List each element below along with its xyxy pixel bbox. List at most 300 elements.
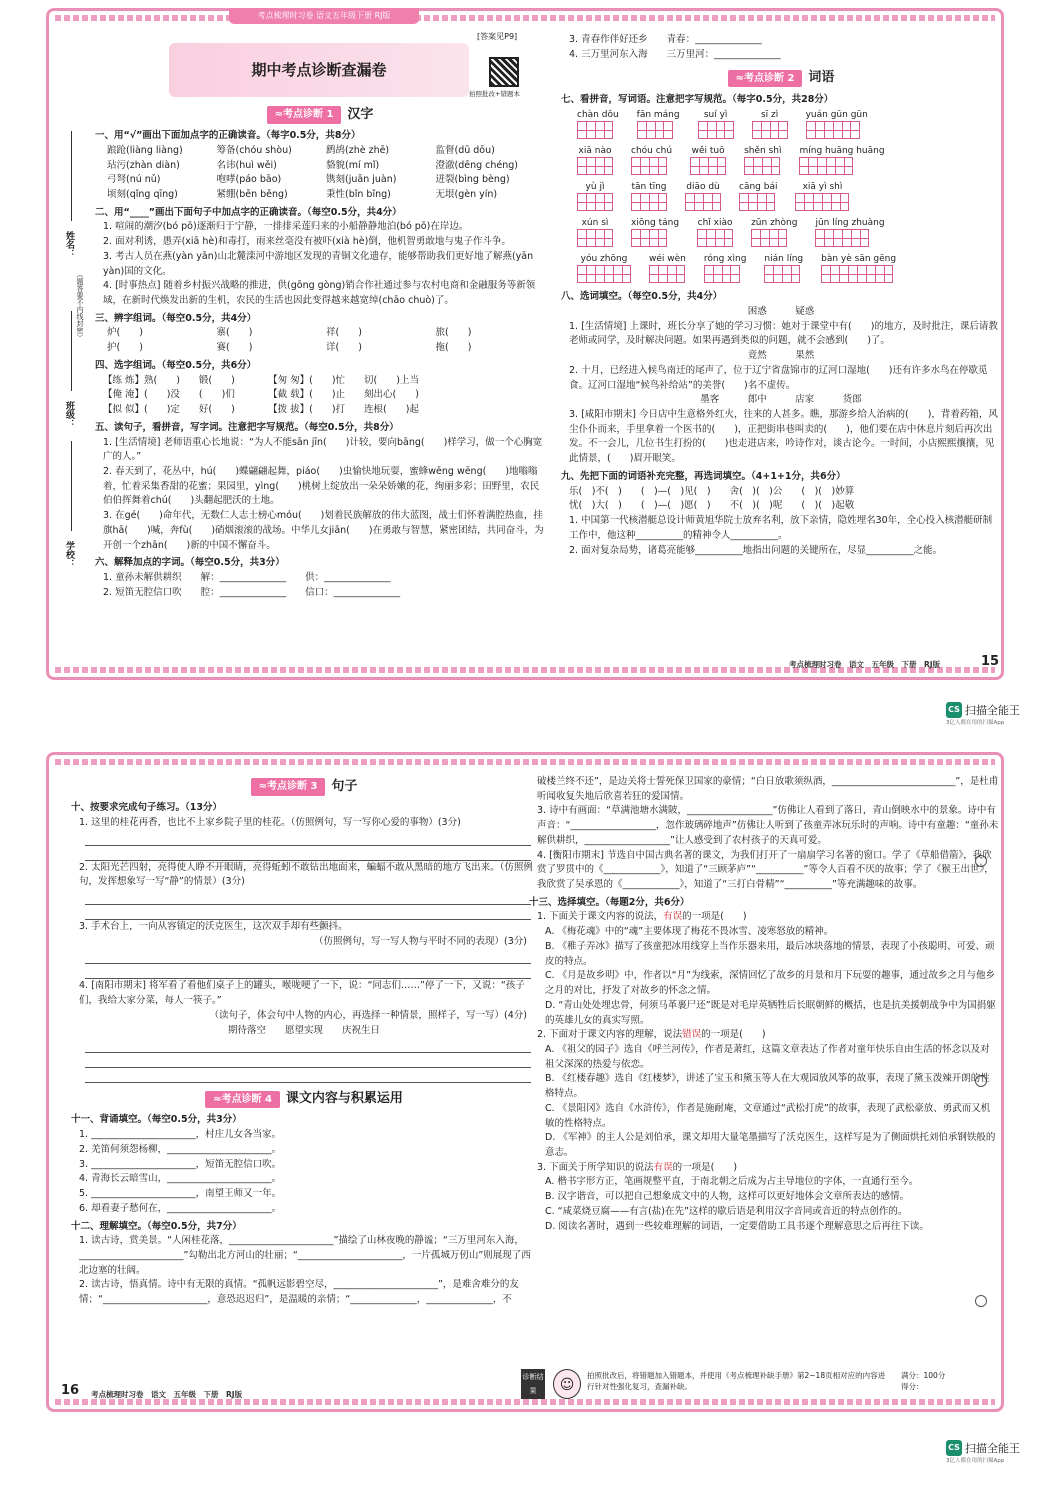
char-box[interactable] [631,157,649,175]
camscanner-logo-icon-2: CS [946,1440,962,1456]
pinyin-cell [751,217,797,247]
diag1-title: 汉字 [347,107,374,122]
q1-option[interactable]: 秉性(bǐn bǐng) [326,189,391,201]
pinyin-cell [577,217,613,247]
q9-row-2[interactable]: 忧( )大( ) ( )—( )愿( ) 不( )( )呢 ( )( )起敬 [569,500,855,512]
pinyin-text: wéi wèn [649,254,686,265]
top-banner: 考点梳理时习卷 语文五年级下册 RJ版 [229,8,419,24]
q13-stem-b: 的一项是( ) [701,1029,766,1041]
q10-heading: 十、按要求完成句子练习。（13分） [71,802,222,814]
q2-item[interactable]: 3. 考古人员在燕(yàn yān)山北麓滦河中游地区发现的青铜文化遗存，能够帮助我们更好地了解燕(yān yàn)国的文化。 [103,250,534,277]
char-box[interactable] [698,121,716,139]
q8-item-3[interactable]: 3. [咸阳市期末] 今日店中生意格外红火，往来的人甚多。瞧，那游乡给人治病的( )，背着药箱，风尘仆仆而来，手里拿着一个医书的( )，正把街串巷叫卖的( )，他们要在店中休息片刻后再次出发。不一会儿，几位书生打扮的( )也走进店来，吟诗作对，谈古论今。一时间，小店熙熙攘攘，见此情景，( )眉开眼笑。 [569,409,998,465]
q3-cell[interactable]: 拖( ) [435,342,472,354]
q13-option[interactable]: A. 楷书字形方正，笔画规整平直，于南北朝之后成为占主导地位的字体，一直通行至今。 [545,1176,919,1188]
char-box[interactable] [824,121,842,139]
pinyin-cell [577,109,619,139]
diagnosis-tag: 诊断结果 [521,1369,545,1399]
q9-heading: 九、先把下面的词语补充完整，再选词填空。（4+1+1分，共6分） [561,470,846,482]
char-box[interactable] [757,193,775,211]
q1-option[interactable]: 紧绷(bēn běng) [216,189,288,201]
q8-words-2: 竟然 果然 [747,350,815,362]
q10-item: 4. [南阳市期末] 将军看了看他们桌子上的罐头，喉咙哽了一下，说：“同志们……”停了一下，又说：“孩子们，我给大家分菜，每人一筷子。” [79,980,525,1007]
pinyin-text: sī zì [760,110,779,121]
pinyin-text: xiā yì shì [802,182,843,193]
pinyin-cell [631,145,672,175]
camscanner-sub: 3亿人都在用的扫描App [946,720,1005,726]
q9-item-2[interactable]: 2. 面对复杂局势，诸葛亮能够__________地指出问题的关键所在，尽显__________之能。 [569,544,943,556]
q13-option[interactable]: B. 《红楼春趣》选自《红楼梦》，讲述了宝玉和黛玉等人在大观园放风筝的故事，表现了黛玉泼辣开朗的性格特点。 [545,1073,990,1100]
diagnosis-result-bar [521,1367,999,1403]
pinyin-cell [815,217,884,247]
char-box[interactable] [595,265,613,283]
char-box[interactable] [595,229,613,247]
diag3-badge: ≈考点诊断 3 [251,778,326,796]
q13-heading: 十三、选择填空。（每题2分，共6分） [529,896,690,908]
char-box[interactable] [649,193,667,211]
char-box[interactable] [716,121,734,139]
pinyin-cell [698,109,734,139]
char-box[interactable] [577,157,595,175]
tianzige-boxes[interactable] [577,121,619,139]
q9-row-1[interactable]: 乐( )不( ) ( )—( )见( ) 舍( )( )公 ( )( )妙算 [569,485,855,497]
page-number-15: 15 [981,654,1000,669]
top-wave-border-2 [55,759,995,765]
title-box [169,43,469,97]
q10-item: 2. 太阳光芒四射，亮得使人睁不开眼睛，亮得蚯蚓不敢钻出地面来，蝙蝠不敢从黑暗的地方飞出来。（仿照例句，发挥想象写一写“静”的情景）(3分) [79,861,533,888]
pinyin-text: yù jì [585,182,605,193]
q13-stem [529,910,999,925]
char-box[interactable] [831,193,849,211]
seal-note: （题答要不内线封密） [76,271,84,341]
char-box[interactable] [821,265,839,283]
diagnosis-text: 拍照批改后，将错题加入错题本，并使用《考点梳理补缺手册》第2~18页相对应的内容进行针对性强化复习，查漏补缺。 [587,1371,886,1392]
q3-grid [95,326,545,355]
pinyin-cell [637,109,680,139]
char-box[interactable] [577,229,595,247]
char-box[interactable] [704,265,722,283]
q3-cell[interactable]: 祥( ) [326,327,362,339]
tianzige-boxes[interactable] [577,157,613,175]
q3-cell[interactable]: 炉( ) [107,327,143,339]
q11-item[interactable]: 3. ______________________，短笛无腔信口吹。 [79,1158,282,1170]
char-box[interactable] [851,229,869,247]
pinyin-text: xún sì [581,218,609,229]
q6-row[interactable]: 2. 短笛无腔信口吹 腔：______________ 信口：______________ [103,586,401,598]
tianzige-boxes[interactable] [698,121,734,139]
score-field[interactable]: 得分： [901,1382,924,1392]
camscanner-watermark-1 [946,702,1020,726]
q13-stem-emphasis: 有误 [653,1161,673,1173]
char-box[interactable] [595,121,613,139]
tianzige-boxes[interactable] [752,121,788,139]
name-line[interactable] [71,131,72,221]
q13-stem-b: 的一项是( ) [682,911,747,923]
char-box[interactable] [770,121,788,139]
char-box[interactable] [806,121,824,139]
pinyin-cell [764,253,803,283]
pinyin-cell [739,181,777,211]
q5-item[interactable]: 1. [生活情境] 老师语重心长地说：“为人不能sān jīn( )计较，要向bāng( )样学习，做一个心胸宽广的人。” [103,436,543,463]
q5-list [95,436,545,554]
tianzige-boxes[interactable] [637,121,680,139]
char-box[interactable] [799,157,817,175]
char-box[interactable] [577,265,595,283]
tianzige-boxes[interactable] [764,265,803,283]
char-box[interactable] [631,193,649,211]
answer-line[interactable] [85,846,531,861]
page2-left-column [71,771,537,1308]
char-box[interactable] [751,229,769,247]
page2-right-column [529,775,999,1234]
q11-item[interactable]: 1. ______________________，村庄儿女各当家。 [79,1129,282,1141]
q2-item[interactable]: 1. 喧闹的潮汐(bó pō)逐渐归于宁静，一排排采莲归来的小船静静地泊(bó pō)在岸边。 [103,221,469,233]
q13-list [529,910,999,1234]
page1-right-column [561,33,1001,558]
q8-item-1[interactable]: 1. [生活情境] 上课时，班长分享了她的学习习惯：她对于课堂中有( )的地方，及时批注，课后请教老师或同学，及时解决问题。如果再遇到类似的问题，就不会感到( )了。 [569,320,998,347]
pinyin-text: yuán gūn gūn [805,110,868,121]
char-box[interactable] [744,157,762,175]
q5-item[interactable]: 2. 春天到了，花丛中，hú( )蝶翩翩起舞，piáo( )虫愉快地玩耍，蜜蜂wēng wēng( )地嗡嗡着，忙着采集香甜的花蜜；果园里，yìng( )桃树上绽放出一朵朵娇嫩的花，绚丽多彩；田野里，农民伯伯挥舞着chú( )头翻起肥沃的土地。 [103,465,540,507]
pinyin-text: nián líng [764,254,804,265]
tianzige-boxes[interactable] [739,193,777,211]
q12-item-1[interactable]: 1. 读古诗，赏美景。“人闲桂花落，______________________”描绘了山林夜晚的静谧；“三万里河东入海，______________________”勾勒出北方河山的壮丽；“______________________，一片孤城万仞山”则展现了西北边塞的壮阔。 [79,1235,531,1276]
q10-list [71,816,537,1083]
q13-option[interactable]: B. 汉字谐音，可以把自己想象成文中的人物，这样可以更好地体会文章所表达的感情。 [545,1191,910,1203]
pinyin-cell [697,217,733,247]
page2-footer: 考点梳理时习卷 语文 五年级 下册 RJ版 [91,1390,243,1399]
q4-row[interactable]: 【练 炼】熟( ) 锻( ) 【匆 匆】( )忙 切( )上当 [103,374,419,386]
q8-heading: 八、选词填空。（每空0.5分，共4分） [561,291,723,303]
diag4-badge: ≈考点诊断 4 [205,1091,280,1109]
school-line[interactable] [71,441,72,531]
q13-option[interactable]: C. 《景阳冈》选自《水浒传》，作者是施耐庵，文章通过“武松打虎”的故事，表现了武松豪放、勇武而又机敏的性格特点。 [545,1102,991,1129]
pinyin-text: róng xìng [703,254,747,265]
q8-words-1: 困惑 疑惑 [747,306,815,318]
char-box[interactable] [769,229,787,247]
pinyin-cell [690,145,726,175]
q1-option[interactable]: 澄澈(dēng chéng) [435,159,518,171]
page-number-16: 16 [61,1383,80,1398]
pinyin-text: wěi tuō [691,146,725,157]
pinyin-cell [799,145,884,175]
page1-footer: 考点梳理时习卷 语文 五年级 下册 RJ版 [789,660,941,669]
q1-option[interactable]: 踉跄(liàng liàng) [107,144,183,156]
tianzige-boxes[interactable] [577,193,613,211]
pinyin-text: chàn dǒu [577,110,619,121]
pinyin-row [561,251,1001,287]
q3-cell[interactable]: 详( ) [326,342,362,354]
diag3-header [71,777,537,797]
diag2-header [561,68,1001,88]
char-box[interactable] [595,157,613,175]
pinyin-text: xiōng táng [631,218,680,229]
q12-heading: 十二、理解填空。（每空0.5分，共7分） [71,1220,242,1232]
tianzige-boxes[interactable] [744,157,781,175]
exam-page-1 [46,8,1004,680]
pinyin-row [561,107,1001,143]
char-box[interactable] [649,265,667,283]
pinyin-cell [685,181,721,211]
tianzige-boxes[interactable] [649,265,686,283]
diag4-header [71,1089,537,1109]
char-box[interactable] [708,157,726,175]
q1-grid [95,144,545,203]
pinyin-text: bàn yè sān gēng [821,254,897,265]
q12-item-3[interactable]: 3. 诗中有画面：“草满池塘水满陂，__________________”仿佛让人看到了落日，青山倒映水中的景象。诗中有声音：“__________________，忽作玻璃碎地声”仿佛让人听到了孩童弄冰玩乐时的声响。诗中有童趣：“童孙未解供耕织，__________________”让人感受到了农村孩子的天真可爱。 [537,805,999,846]
tianzige-boxes[interactable] [631,229,679,247]
q10-words: 期待落空 愿望实现 庆祝生日 [227,1024,380,1036]
top-wave-border [55,15,995,21]
tianzige-boxes[interactable] [631,193,667,211]
char-box[interactable] [752,121,770,139]
char-box[interactable] [762,157,780,175]
answer-line[interactable] [85,1053,531,1068]
char-box[interactable] [667,265,685,283]
q13-option[interactable]: A. 《梅花魂》中的“魂”主要体现了梅花不畏冰雪、凌寒怒放的精神。 [545,926,834,938]
q3-cell[interactable]: 护( ) [107,342,143,354]
class-line[interactable] [71,311,72,391]
pinyin-cell [704,253,747,283]
class-label: 班级： [64,401,74,428]
tianzige-boxes[interactable] [821,265,896,283]
q1-option[interactable]: 迸裂(bìng bèng) [435,174,510,186]
qr-caption: 拍照批改+错题本 [469,90,520,98]
q3-cell[interactable]: 赛( ) [216,342,253,354]
diag1-badge: ≈考点诊断 1 [267,106,342,124]
name-label: 姓名： [64,231,74,258]
char-box[interactable] [690,157,708,175]
tianzige-boxes[interactable] [690,157,726,175]
char-box[interactable] [795,193,813,211]
q12-continuation[interactable]: 破楼兰终不还”，是边关将士誓死保卫国家的豪情；“白日放歌须纵酒，__________________________”，是杜甫听闻收复失地后欣喜若狂的爱国情。 [537,776,999,802]
pinyin-text: jūn líng zhuàng [815,218,885,229]
q8-words-3: 墨客 郎中 店家 货郎 [700,394,862,406]
q13-option[interactable]: D. 《军神》的主人公是刘伯承，课文却用大量笔墨描写了沃克医生，这样写是为了侧面烘托刘伯承钢铁般的意志。 [545,1132,996,1158]
camscanner-logo-icon: CS [946,702,962,718]
q3-cell[interactable]: 旅( ) [435,327,472,339]
answer-line[interactable] [85,890,531,905]
q13-option[interactable]: D. 阅读名著时，遇到一些较难理解的词语，一定要借助工具书逐个理解意思之后再往下读。 [545,1220,929,1232]
pinyin-text: chǐ xiào [697,218,733,229]
q1-option[interactable]: 貉貌(mí mǐ) [326,159,380,171]
student-info-sidebar [53,121,87,641]
tianzige-boxes[interactable] [631,157,672,175]
pinyin-text: zūn zhòng [751,218,798,229]
q13-stem-emphasis: 有误 [663,911,683,923]
q9-item-1[interactable]: 1. 中国第一代核潜艇总设计师黄旭华院士放弃名利，放下亲情，隐姓埋名30年，全心投入核潜艇研制工作中，他这种__________的精神令人__________。 [569,515,993,541]
q6-list [95,571,545,600]
q10-note: （读句子，体会句中人物的内心，再选择一种情景，照样子，写一写）(4分) [209,1009,527,1021]
pinyin-row [561,143,1001,179]
char-box[interactable] [703,193,721,211]
tianzige-boxes[interactable] [697,229,733,247]
q10-note: （仿照例句，写一写人物与平时不同的表现）(3分) [314,935,527,947]
q4-row[interactable]: 【拟 似】( )定 好( ) 【拨 拔】( )打 连根( )起 [103,404,419,416]
diag3-title: 句子 [331,779,358,794]
q1-option[interactable]: 镌刻(juān juàn) [326,174,397,186]
q13-option[interactable]: A. 《祖父的园子》选自《呼兰河传》，作者是萧红，这篇文章表达了作者对童年快乐自由生活的怀念以及对祖父深深的热爱与依恋。 [545,1043,990,1070]
tianzige-boxes[interactable] [806,121,868,139]
q2-item[interactable]: 4. [时事热点] 随着乡村振兴战略的推进，供(gōng gòng)销合作社通过参与农村电商和金融服务等新领域，在新时代焕发出新的生机，农民的生活也因此变得越来越宽绰(chāo chuò)了。 [103,280,536,307]
tianzige-boxes[interactable] [815,229,884,247]
q5-heading: 五、读句子，看拼音，写字词。注意把字写规范。（每空0.5分，共8分） [95,421,399,433]
score-box [901,1370,945,1393]
char-box[interactable] [637,121,655,139]
char-box[interactable] [833,229,851,247]
char-box[interactable] [875,265,893,283]
q2-list [95,220,545,308]
pinyin-text: chóu chú [631,146,673,157]
pinyin-text: diāo dù [686,182,720,193]
pinyin-text: xiā nào [578,146,612,157]
q11-list [71,1128,537,1216]
pinyin-cell [577,145,613,175]
q6-row[interactable]: 1. 童孙未解供耕织 解：______________ 供：______________ [103,571,391,583]
char-box[interactable] [817,157,835,175]
pinyin-cell [631,181,667,211]
q13-option[interactable]: C. 《月是故乡明》中，作者以“月”为线索，深情回忆了故乡的月景和月下玩耍的趣事，通过故乡之月与他乡之月的对比，抒发了对故乡的怀念之情。 [545,970,996,997]
pinyin-row [561,215,1001,251]
q13-stem-b: 的一项是( ) [672,1161,738,1173]
q13-option[interactable]: C. “咸菜烧豆腐——有言(盐)在先”这样的歇后语是利用汉字音同或音近的特点创作的。 [545,1205,908,1217]
camscanner-watermark-2 [946,1440,1020,1464]
tianzige-boxes[interactable] [704,265,747,283]
pinyin-text: míng huāng huāng [799,146,885,157]
q11-item[interactable]: 6. 却看妻子愁何在，______________________。 [79,1202,282,1214]
tianzige-boxes[interactable] [799,157,884,175]
q3-cell[interactable]: 寨( ) [216,327,253,339]
pinyin-text: cāng bái [739,182,778,193]
camscanner-sub-2: 3亿人都在用的扫描App [946,1458,1005,1464]
q2-heading: 二、用“____”画出下面句子中加点字的正确读音。（每空0.5分，共4分） [95,206,402,218]
answer-line[interactable] [85,831,531,846]
q4-heading: 四、选字组词。（每空0.5分，共6分） [95,359,257,371]
char-box[interactable] [764,265,782,283]
q1-heading: 一、用“√”画出下面加点字的正确读音。（每字0.5分，共8分） [95,130,361,142]
q13-stem [529,1028,999,1043]
poem-q3[interactable]: 3. 青春作伴好还乡 青春：______________ [569,34,762,45]
q1-option[interactable]: 监督(dū dōu) [435,144,495,156]
pinyin-cell [744,145,781,175]
answer-line[interactable] [85,905,531,920]
char-box[interactable] [842,121,860,139]
char-box[interactable] [649,157,667,175]
q13-option[interactable]: D. “青山处处埋忠骨，何须马革裹尸还”既是对毛岸英牺牲后长眠朝鲜的概括，也是抗美援朝战争中为国捐躯的英雄儿女的真实写照。 [545,999,996,1026]
q11-item[interactable]: 5. ______________________，南望王师又一年。 [79,1188,282,1200]
char-box[interactable] [857,265,875,283]
answer-ref: [答案见P9] [477,32,518,41]
answer-line[interactable] [85,949,531,964]
q4-row[interactable]: 【俺 淹】( )没 ( )们 【截 载】( )止 刻出心( ) [103,389,419,401]
q1-option[interactable]: 无垠(gèn yín) [435,189,498,201]
q13-stem-emphasis: 错误 [682,1029,702,1041]
char-box[interactable] [613,265,631,283]
camscanner-brand-2: 扫描全能王 [965,1442,1020,1455]
exam-page-2 [46,752,1004,1412]
char-box[interactable] [835,157,853,175]
q1-option[interactable]: 筹备(chóu shòu) [216,144,292,156]
char-box[interactable] [631,229,649,247]
q1-option[interactable]: 顷刻(qǐng qīng) [107,189,178,201]
pinyin-cell [649,253,686,283]
tianzige-boxes[interactable] [577,265,631,283]
q6-heading: 六、解释加点的字词。（每空0.5分，共3分） [95,557,285,569]
diag2-badge: ≈考点诊断 2 [728,70,803,88]
q1-option[interactable]: 咆哮(páo bāo) [216,174,282,186]
q13-stem [529,1161,999,1176]
answer-line[interactable] [85,964,531,979]
tianzige-boxes[interactable] [577,229,613,247]
char-box[interactable] [655,121,673,139]
q2-item[interactable]: 2. 面对利诱，愚弄(xiā hè)和毒打，雨来丝毫没有被吓(xià hè)倒，他机智勇敢地与鬼子作斗争。 [103,236,511,248]
q3-heading: 三、辨字组词。（每空0.5分，共4分） [95,312,257,324]
char-box[interactable] [595,193,613,211]
q13-option[interactable]: B. 《稚子弄冰》描写了孩童把冰用线穿上当作乐器来用，最后冰块落地的情景，表现了小孩聪明、可爱、顽皮的特点。 [545,940,995,967]
q12-item-2[interactable]: 2. 读古诗，悟真情。诗中有无限的真情。“孤帆远影碧空尽，______________________”，是难舍难分的友情；“______________________，意恐迟迟归”，是温暖的亲情；“______________，______________，不 [79,1279,519,1306]
char-box[interactable] [715,229,733,247]
char-box[interactable] [739,193,757,211]
q1-option[interactable]: 玷污(zhàn diàn) [107,159,180,171]
pinyin-text: tān tīng [631,182,667,193]
q4-list [95,374,545,418]
q10-item: 1. 这里的桂花再香，也比不上家乡院子里的桂花。（仿照例句，写一写你心爱的事物）(3分) [79,816,461,828]
page1-left-column [95,99,545,600]
q5-item[interactable]: 3. 在gé( )命年代，无数仁人志士榜心móu( )划着民族解放的伟大蓝图，战士们怀着满腔热血，挂旗hā( )喊，奔fù( )硝烟滚滚的战场。中华儿女jiān( )在勇敢与智慧，紧密团结，共同奋斗，为开创一个zhān( )新的中国不懈奋斗。 [103,510,544,551]
student-cartoon-icon: ☺ [553,1369,581,1399]
q1-option[interactable]: 弓弩(nú nǔ) [107,174,161,186]
q10-item: 3. 手术台上，一向从容镇定的沃克医生，这次双手却有些颤抖。 [79,921,348,933]
pinyin-text: yóu zhōng [580,254,628,265]
school-label: 学校： [64,541,74,568]
answer-line[interactable] [85,1068,531,1083]
q8-item-2[interactable]: 2. 十月，已经进入候鸟南迁的尾声了，位于辽宁省盘锦市的辽河口湿地( )还有许多水鸟在停歇觅食。辽河口湿地“候鸟补给站”的美誉( )名不虚传。 [569,364,988,391]
binding-mark-3 [975,1295,987,1307]
poem-q4[interactable]: 4. 三万里河东入海 三万里河：______________ [569,48,781,60]
char-box[interactable] [649,229,667,247]
char-box[interactable] [813,193,831,211]
answer-line[interactable] [85,1038,531,1053]
diag2-title: 词语 [808,70,835,86]
q1-option[interactable]: 名讳(huì wěi) [216,159,277,171]
q11-heading: 十一、背诵填空。（每空0.5分，共3分） [71,1114,242,1126]
q1-option[interactable]: 鹧鸪(zhè zhē) [326,144,390,156]
tianzige-boxes[interactable] [685,193,721,211]
q12-item-4[interactable]: 4. [衡阳市期末] 节选自中国古典名著的课文，为我们打开了一扇扇学习名著的窗口。学了《草船借箭》，我欣赏了罗贯中的《____________》，知道了“三顾茅庐”“__________”等令人百看不厌的故事；学了《猴王出世》，我欣赏了吴承恩的《____________》，知道了“三打白骨精”“__________”等充满趣味的故事。 [537,849,994,891]
char-box[interactable] [722,265,740,283]
qr-code-icon[interactable] [489,57,519,87]
pinyin-grid [561,107,1001,287]
pinyin-cell [806,109,868,139]
char-box[interactable] [577,121,595,139]
char-box[interactable] [685,193,703,211]
char-box[interactable] [782,265,800,283]
tianzige-boxes[interactable] [795,193,849,211]
q11-item[interactable]: 2. 羌笛何须怨杨柳，______________________。 [79,1143,282,1155]
pinyin-text: fān máng [636,110,680,121]
char-box[interactable] [697,229,715,247]
q11-item[interactable]: 4. 青海长云暗雪山，______________________。 [79,1173,282,1185]
pinyin-cell [821,253,896,283]
full-score: 满分：100分 [901,1371,946,1380]
char-box[interactable] [577,193,595,211]
camscanner-brand: 扫描全能王 [965,704,1020,717]
pinyin-cell [795,181,849,211]
char-box[interactable] [815,229,833,247]
tianzige-boxes[interactable] [751,229,797,247]
q13-stem-a: 3. 下面关于所学知识的说法 [537,1161,654,1173]
char-box[interactable] [839,265,857,283]
